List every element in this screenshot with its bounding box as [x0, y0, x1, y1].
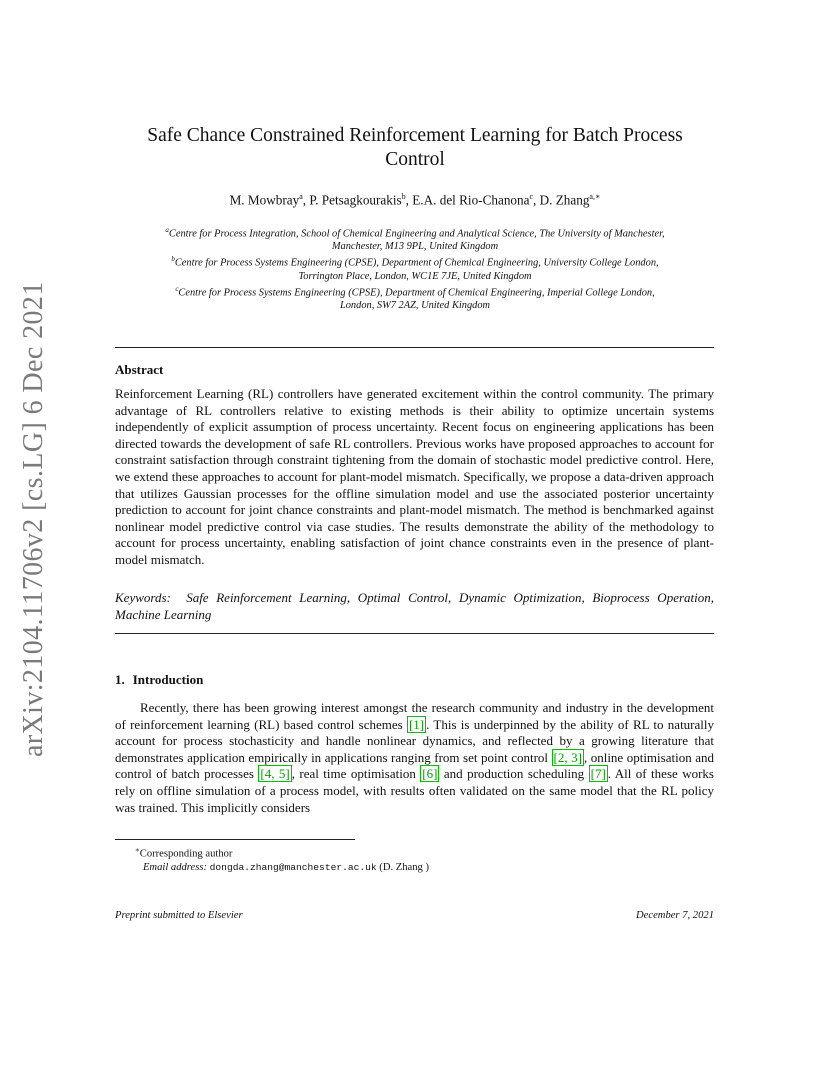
paper-title	[115, 124, 715, 172]
author-name: E.A. del Rio-Chanona	[412, 192, 530, 208]
author-affil-mark: a,∗	[589, 192, 601, 201]
section-number: 1.	[115, 672, 125, 687]
keywords-label: Keywords:	[115, 590, 171, 605]
affiliation-list	[115, 224, 715, 312]
email-label: Email address:	[142, 861, 208, 873]
affiliation-line: Centre for Process Integration, School of Chemical Engineering and Analytical Science, The University of Manchester,	[168, 228, 665, 240]
abstract-heading: Abstract	[115, 362, 164, 377]
footnote-marker: ∗	[135, 846, 140, 854]
email-owner: (D. Zhang )	[379, 861, 430, 873]
author-affil-mark: b	[401, 192, 406, 201]
author-name: M. Mowbray	[229, 192, 300, 208]
intro-text: . All of these works rely on offline simulation of a process model, with results often validated on the same model that the RL policy was trained. This implicitly considers	[115, 766, 714, 815]
affiliation-line: London, SW7 2AZ, United Kingdom	[339, 300, 491, 312]
citation-link[interactable]: [1]	[408, 716, 425, 732]
preprint-date: December 7, 2021	[636, 910, 714, 921]
affiliation	[115, 224, 715, 240]
abstract-bottom-rule	[115, 633, 714, 634]
author-name: P. Petsagkourakis	[309, 192, 402, 208]
corresponding-author-label: Corresponding author	[139, 848, 233, 860]
intro-text: and production scheduling	[439, 766, 589, 782]
intro-text: , online optimisation and control of batch processes	[115, 749, 714, 782]
citation-link[interactable]: [6]	[422, 766, 438, 782]
footnote	[115, 844, 429, 874]
author-name: D. Zhang	[539, 192, 590, 208]
section-title: Introduction	[132, 672, 204, 687]
preprint-note: Preprint submitted to Elsevier	[115, 910, 243, 921]
email-address[interactable]: dongda.zhang@manchester.ac.uk	[209, 861, 377, 873]
citation-link[interactable]: [2, 3]	[553, 749, 582, 765]
author-affil-mark: c	[529, 192, 534, 201]
affiliation-line: Centre for Process Systems Engineering (CPSE), Department of Chemical Engineering, University College London,	[174, 257, 659, 269]
intro-text: , real time optimisation	[291, 766, 421, 782]
affiliation-line: Manchester, M13 9PL, United Kingdom	[331, 241, 499, 253]
arxiv-stamp: arXiv:2104.11706v2 [cs.LG] 6 Dec 2021	[18, 281, 49, 757]
author-list: M. Mowbray$^a$, P. Petsagkourakis$^b$, E.A. del Rio-Chanona$^c$, D. Zhang$^{a,∗}$	[229, 192, 601, 208]
affiliation	[115, 253, 715, 269]
title-line-1: Safe Chance Constrained Reinforcement Learning for Batch Process	[147, 125, 683, 146]
abstract-text: Reinforcement Learning (RL) controllers have generated excitement within the control community. The primary advantage of RL controllers relative to existing methods is their ability to optimize uncertain systems independently of explicit assumption of process uncertainty. Recent focus on engineering applications has been directed towards the development of safe RL controllers. Previous works have proposed approaches to account for constraint satisfaction through constraint tightening from the domain of stochastic model predictive control. Here, we extend these approaches to account for plant-model mismatch. Specifically, we propose a data-driven approach that utilizes Gaussian processes for the offline simulation model and use the associated posterior uncertainty prediction to account for joint chance constraints and plant-model mismatch. The method is benchmarked against nonlinear model predictive control via case studies. The results demonstrate the ability of the methodology to account for process uncertainty, enabling satisfaction of joint chance constraints even in the presence of plant-model mismatch.	[115, 386, 714, 567]
affiliation-mark: a	[165, 226, 169, 234]
title-line-2: Control	[385, 149, 445, 170]
citation-link[interactable]: [7]	[590, 766, 606, 782]
affiliation-mark: b	[171, 255, 175, 264]
intro-text: . This is underpinned by the ability of RL to naturally account for process stochasticity and handle nonlinear dynamics, and reflected by a growing literature that demonstrates application empirically in applications ranging from set point control	[115, 716, 715, 765]
abstract-top-rule	[115, 347, 714, 348]
footnote-line	[115, 844, 429, 861]
affiliation-mark: c	[175, 284, 179, 293]
keywords	[115, 590, 714, 623]
footnote-rule	[115, 839, 355, 840]
intro-text: Recently, there has been growing interest amongst the research community and industry in the development of reinforcement learning (RL) based control schemes	[115, 700, 714, 732]
affiliation	[115, 283, 715, 299]
keywords-list: Safe Reinforcement Learning, Optimal Control, Dynamic Optimization, Bioprocess Operation, Machine Learning	[115, 590, 714, 622]
author-affil-mark: a	[299, 192, 303, 201]
citation-link[interactable]: [4, 5]	[260, 766, 290, 782]
footnote-line	[115, 861, 429, 874]
affiliation-line: Centre for Process Systems Engineering (CPSE), Department of Chemical Engineering, Imperial College London,	[178, 287, 655, 299]
affiliation-line: Torrington Place, London, WC1E 7JE, United Kingdom	[298, 270, 532, 282]
section-heading	[115, 672, 211, 688]
intro-paragraph	[115, 700, 714, 816]
